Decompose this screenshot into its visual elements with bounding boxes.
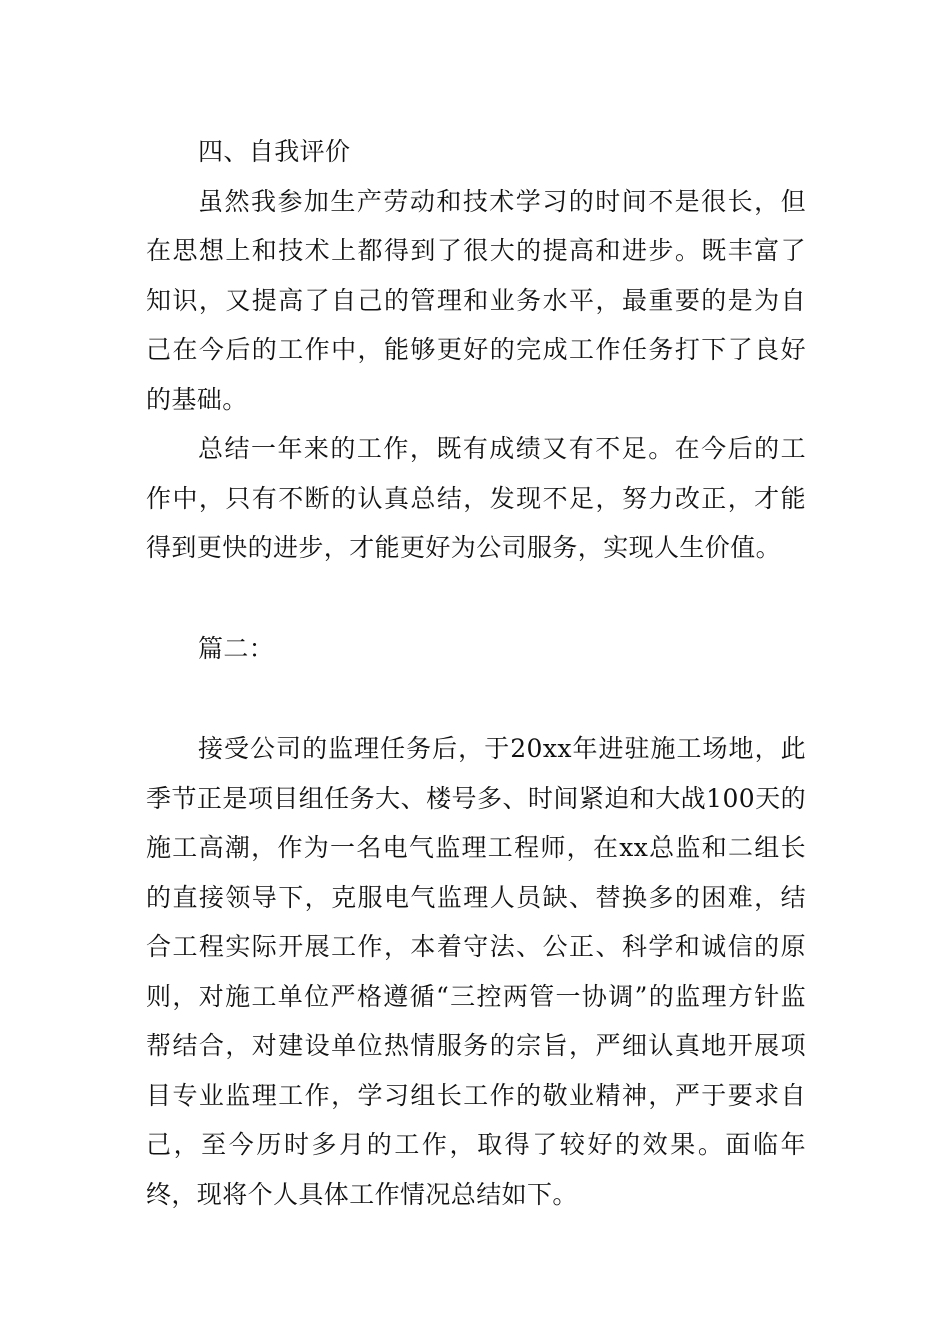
paragraph-self-evaluation-1: 虽然我参加生产劳动和技术学习的时间不是很长，但在思想上和技术上都得到了很大的提高和进步。既丰富了知识，又提高了自己的管理和业务水平，最重要的是为自己在今后的工作中，能够更好的完成工作任务打下了良好的基础。 xyxy=(146,186,806,414)
part-two-heading: 篇二： xyxy=(198,633,275,663)
section-heading-self-evaluation: 四、自我评价 xyxy=(198,137,351,166)
spacer xyxy=(146,573,806,624)
paragraph-self-evaluation-2: 总结一年来的工作，既有成绩又有不足。在今后的工作中，只有不断的认真总结，发现不足，努力改正，才能得到更快的进步，才能更好为公司服务，实现人生价值。 xyxy=(146,434,806,562)
spacer xyxy=(146,673,806,724)
document-body xyxy=(146,127,806,1219)
paragraph-part-two-1: 接受公司的监理任务后，于20xx年进驻施工场地，此季节正是项目组任务大、楼号多、时间紧迫和大战100天的施工高潮，作为一名电气监理工程师，在xx总监和二组长的直接领导下，克服电气监理人员缺、替换多的困难，结合工程实际开展工作，本着守法、公正、科学和诚信的原则，对施工单位严格遵循“三控两管一协调”的监理方针监帮结合，对建设单位热情服务的宗旨，严细认真地开展项目专业监理工作，学习组长工作的敬业精神，严于要求自己，至今历时多月的工作，取得了较好的效果。面临年终，现将个人具体工作情况总结如下。 xyxy=(146,734,806,1209)
